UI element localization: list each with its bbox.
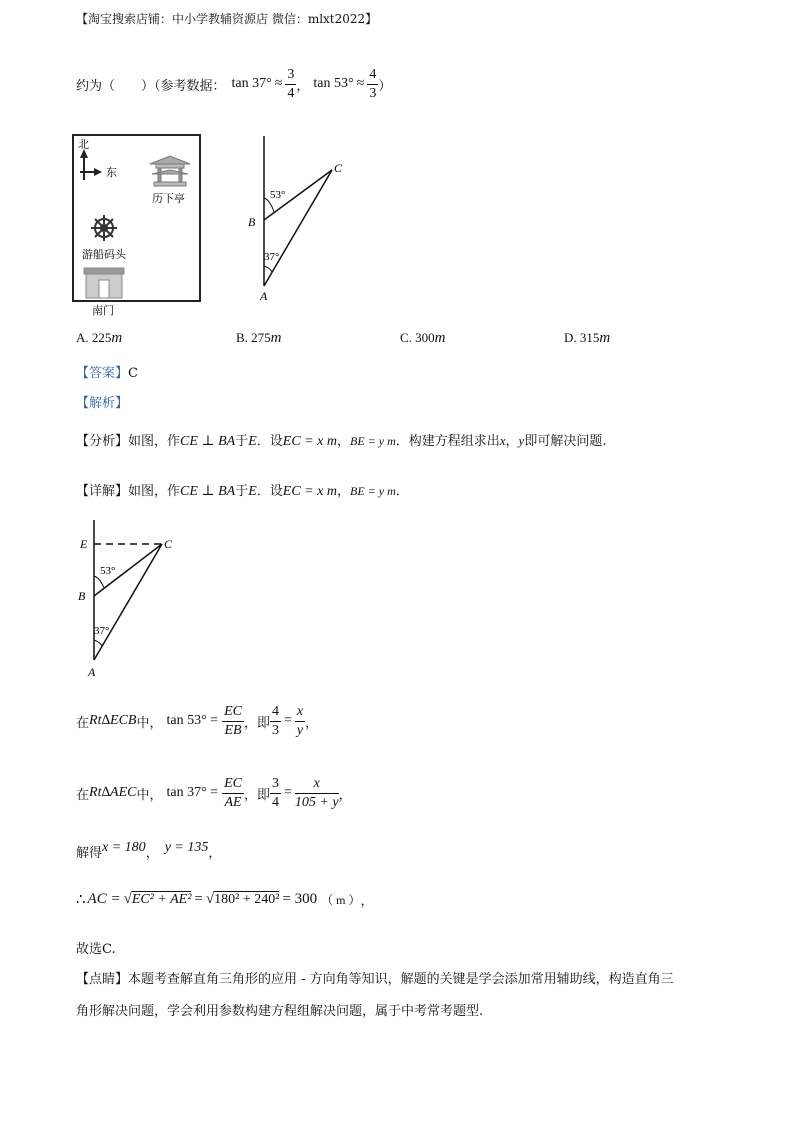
label-c: C <box>334 161 343 175</box>
tan37-denominator: 4 <box>287 85 295 101</box>
fig2-angle-arc-37 <box>94 640 102 646</box>
dianjing-line-2: 角形解决问题，学会利用参数构建方程组解决问题，属于中考常考题型. <box>76 1004 484 1019</box>
step1-end: ， <box>305 715 319 731</box>
angle-arc-37 <box>264 266 272 272</box>
step4-end: ， <box>360 893 374 908</box>
step1-f1-num: EC <box>222 703 244 722</box>
dianjing-text-1: 本题考查解直角三角形的应用 - 方向角等知识，解题的关键是学会添加常用辅助线，构造直角三 <box>128 972 674 987</box>
step1-mid: 中， <box>136 715 163 731</box>
tan53-fraction <box>367 66 378 103</box>
step4-radicand-1: EC² + AE² <box>131 892 192 907</box>
pavilion-label: 历下亭 <box>152 193 185 205</box>
approx-symbol-1: ≈ <box>274 76 283 91</box>
gate-icon <box>84 268 124 298</box>
option-d-value: 315 <box>579 330 600 345</box>
dianjing-line-1 <box>76 968 674 987</box>
options-row <box>76 330 796 352</box>
step2-fraction-2 <box>270 775 281 812</box>
step2-line <box>76 772 352 814</box>
triangle-figure <box>240 134 360 304</box>
option-c-value: 300 <box>415 330 435 345</box>
dianjing-tag: 【点睛】 <box>76 972 129 987</box>
fenxi-tag: 【分析】 <box>76 434 129 449</box>
fig2-angle-arc-53 <box>94 576 104 588</box>
tan37-label: tan 37° <box>231 76 272 91</box>
step2-triangle: Rt∆AEC <box>89 785 137 800</box>
option-c-letter: C. <box>400 330 412 345</box>
step4-unit: （ m ） <box>321 893 361 907</box>
step2-eq: = <box>284 785 292 800</box>
xiangjie-text-4: ， <box>336 484 350 499</box>
xiangjie-text-1: 如图，作 <box>128 484 181 499</box>
question-prefix: 约为（ ）（参考数据： <box>76 78 226 94</box>
step1-f1-den: EB <box>224 722 242 738</box>
option-c[interactable] <box>400 330 446 347</box>
fenxi-math-6: y <box>518 433 525 448</box>
segment-ac <box>264 170 332 286</box>
xiangjie-text-3: ．设 <box>256 484 283 499</box>
fig2-angle-53-label: 53° <box>100 565 116 577</box>
option-b-value: 275 <box>251 330 271 345</box>
step3-line <box>76 842 221 862</box>
fenxi-math-3: EC = x m <box>282 434 337 449</box>
step2-f3-den: 105 + y <box>294 794 339 810</box>
label-a: A <box>260 289 268 303</box>
fenxi-text-2: 于 <box>235 434 249 449</box>
step1-ji: ，即 <box>243 715 270 731</box>
tan53-denominator: 3 <box>369 85 377 101</box>
step2-function: tan 37° = <box>166 785 219 800</box>
step4-lhs: AC = <box>87 891 121 907</box>
answer-line <box>76 362 138 381</box>
question-line <box>76 62 391 106</box>
step2-f3-num: x <box>295 775 339 794</box>
header-watermark: 【淘宝搜索店铺：中小学教辅资源店 微信：mlxt2022】 <box>76 12 378 26</box>
step4-line <box>76 890 374 909</box>
step2-mid: 中， <box>136 787 163 803</box>
xiangjie-text-2: 于 <box>235 484 249 499</box>
fenxi-line <box>76 430 606 450</box>
xiangjie-math-1: CE ⊥ BA <box>180 484 236 499</box>
step4-eq: = <box>194 891 203 907</box>
question-comma: ， <box>296 78 310 94</box>
conclusion: 故选C. <box>76 942 116 957</box>
fenxi-math-5: x <box>499 433 506 448</box>
fig2-angle-37-label: 37° <box>94 625 110 637</box>
step2-f1-den: AE <box>224 794 242 810</box>
option-b-letter: B. <box>236 330 248 345</box>
answer-value: C <box>128 366 138 381</box>
north-label: 北 <box>78 139 89 151</box>
step2-f1-num: EC <box>222 775 244 794</box>
fenxi-math-4: BE = y m <box>349 434 396 448</box>
option-b[interactable] <box>236 330 282 347</box>
step3-end: ， <box>208 846 222 861</box>
fig2-label-b: B <box>78 589 86 603</box>
fig2-label-c: C <box>164 537 173 551</box>
step3-pre: 解得 <box>76 846 103 861</box>
tan53-numerator: 4 <box>367 66 378 85</box>
xiangjie-text-5: ． <box>395 484 409 499</box>
step1-f2-num: 4 <box>270 703 281 722</box>
step1-fraction-3 <box>295 703 305 740</box>
fig2-label-a: A <box>88 665 96 679</box>
option-a-value: 225 <box>91 330 112 345</box>
step2-ji: ，即 <box>243 787 270 803</box>
fenxi-text-7: 即可解决问题. <box>524 434 607 449</box>
fig2-segment-ac <box>94 544 162 660</box>
step2-pre: 在 <box>76 787 90 803</box>
xiangjie-line <box>76 480 409 500</box>
step4-radicand-2: 180² + 240² <box>214 892 280 907</box>
option-a[interactable] <box>76 330 122 347</box>
tan53-label: tan 53° <box>313 76 354 91</box>
step3-sep: ， <box>145 846 159 861</box>
question-suffix: ） <box>378 78 392 94</box>
fenxi-math-1: CE ⊥ BA <box>180 434 236 449</box>
xiangjie-math-3: EC = x m <box>282 484 337 499</box>
tan37-fraction <box>285 66 296 103</box>
fenxi-text-3: ．设 <box>256 434 283 449</box>
east-label: 东 <box>106 167 117 179</box>
option-d[interactable] <box>564 330 610 347</box>
step2-f2-den: 4 <box>272 794 279 810</box>
step3-y: y = 135 <box>164 840 209 855</box>
step4-therefore: ∴ <box>76 892 86 908</box>
option-d-letter: D. <box>564 330 577 345</box>
step4-result: = 300 <box>282 891 318 907</box>
step1-fraction-2 <box>270 703 281 740</box>
step1-f3-den: y <box>296 722 304 738</box>
step2-fraction-3 <box>295 775 339 812</box>
fig2-label-e: E <box>80 537 88 551</box>
step2-end: ， <box>338 787 352 803</box>
sqrt-icon: √ <box>205 891 215 907</box>
step1-pre: 在 <box>76 715 90 731</box>
step2-f2-num: 3 <box>270 775 281 794</box>
option-a-letter: A. <box>76 330 89 345</box>
fenxi-text-5: ．构建方程组求出 <box>395 434 500 449</box>
fenxi-math-2: E <box>248 434 257 449</box>
xiangjie-math-4: BE = y m <box>349 484 396 498</box>
step2-fraction-1 <box>222 775 244 812</box>
angle-53-label: 53° <box>270 189 286 201</box>
step1-triangle: Rt∆ECB <box>89 713 137 728</box>
tan37-numerator: 3 <box>285 66 296 85</box>
angle-37-label: 37° <box>264 251 280 263</box>
sqrt-icon: √ <box>123 891 132 907</box>
option-c-unit: m <box>434 330 446 346</box>
gate-label: 南门 <box>92 305 114 317</box>
fenxi-text-4: ， <box>336 434 350 449</box>
step1-eq: = <box>284 713 292 728</box>
fenxi-text-1: 如图，作 <box>128 434 181 449</box>
step1-function: tan 53° = <box>166 713 219 728</box>
step1-f2-den: 3 <box>272 722 279 738</box>
approx-symbol-2: ≈ <box>356 76 365 91</box>
solution-figure <box>76 518 186 682</box>
step3-x: x = 180 <box>102 840 146 855</box>
label-b: B <box>248 215 256 229</box>
analysis-tag: 【解析】 <box>76 396 129 411</box>
step1-fraction-1 <box>222 703 244 740</box>
answer-tag: 【答案】 <box>76 366 129 381</box>
xiangjie-math-2: E <box>248 484 257 499</box>
option-a-unit: m <box>111 330 123 346</box>
step1-f3-num: x <box>295 703 305 722</box>
dock-label: 游船码头 <box>82 249 126 261</box>
xiangjie-tag: 【详解】 <box>76 484 129 499</box>
option-d-unit: m <box>599 330 611 346</box>
option-b-unit: m <box>270 330 282 346</box>
map-figure <box>72 134 202 317</box>
step1-line <box>76 700 318 742</box>
fenxi-text-6: ， <box>505 434 519 449</box>
